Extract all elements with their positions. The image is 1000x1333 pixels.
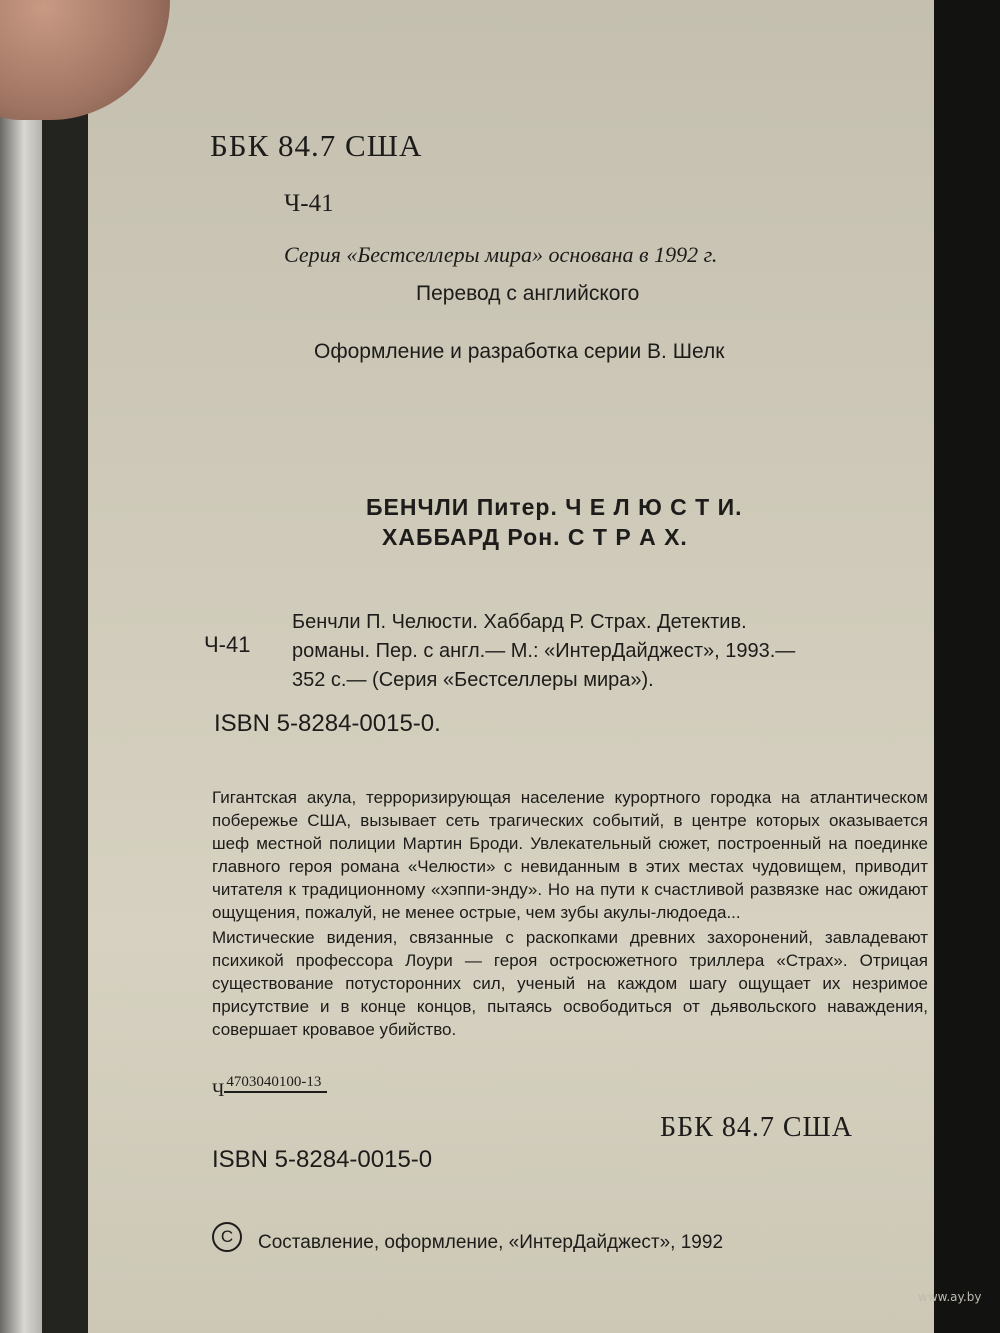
book-page bbox=[88, 0, 934, 1333]
bibliographic-record bbox=[292, 608, 795, 695]
bibliographic-line: романы. Пер. с англ.— М.: «ИнтерДайджест», 1993.— bbox=[292, 640, 796, 662]
bbk-index-top: ББК 84.7 США bbox=[210, 128, 423, 163]
copyright-icon: C bbox=[212, 1222, 242, 1252]
bbk-index-bottom: ББК 84.7 США bbox=[660, 1112, 853, 1143]
annotation-paragraph: Гигантская акула, терроризирующая население курортного городка на атлантическом побережье США, вызывает сеть трагических событий, в центре которых оказывается шеф местной полиции Мартин Броди. Увлекательный сюжет, построенный на поединке главного героя романа «Челюсти» с невиданным в этих местах чудовищем, приводит читателя к традиционному «хэппи-энду». Но на пути к счастливой развязке нас ожидают ощущения, пожалуй, не менее острые, чем зубы акулы-людоеда... bbox=[212, 788, 928, 922]
design-credit: Оформление и разработка серии В. Шелк bbox=[314, 340, 725, 363]
publisher-code-number: 4703040100-13 bbox=[224, 1074, 327, 1093]
publisher-code-prefix: Ч bbox=[212, 1080, 225, 1101]
watermark: www.ay.by bbox=[918, 1290, 982, 1304]
annotation bbox=[212, 786, 928, 1041]
isbn-bottom: ISBN 5-8284-0015-0 bbox=[212, 1146, 433, 1173]
publisher-code bbox=[212, 1074, 327, 1102]
catalog-code-top: Ч-41 bbox=[284, 190, 334, 217]
book-spine bbox=[42, 0, 90, 1333]
bibliographic-line: Бенчли П. Челюсти. Хаббард Р. Страх. Детектив. bbox=[292, 611, 747, 633]
annotation-paragraph: Мистические видения, связанные с раскопками древних захоронений, завладевают психикой профессора Лоури — героя остросюжетного триллера «Страх». Отрицая существование потусторонних сил, ученый на каждом шагу ощущает их незримое присутствие и в конце концов, пытаясь освободиться от дьявольского наваждения, совершает кровавое убийство. bbox=[212, 928, 928, 1039]
bibliographic-code: Ч-41 bbox=[204, 632, 251, 657]
translation-line: Перевод с английского bbox=[416, 282, 640, 305]
isbn-record: ISBN 5-8284-0015-0. bbox=[214, 710, 441, 737]
bibliographic-line: 352 с.— (Серия «Бестселлеры мира»). bbox=[292, 669, 654, 691]
book-cover-edge bbox=[934, 0, 1000, 1333]
title-line-2: ХАББАРД Рон. С Т Р А Х. bbox=[382, 524, 688, 550]
copyright-line: Составление, оформление, «ИнтерДайджест», 1992 bbox=[258, 1232, 724, 1253]
title-line-1: БЕНЧЛИ Питер. Ч Е Л Ю С Т И. bbox=[366, 494, 743, 520]
series-line: Серия «Бестселлеры мира» основана в 1992 г. bbox=[284, 242, 718, 267]
